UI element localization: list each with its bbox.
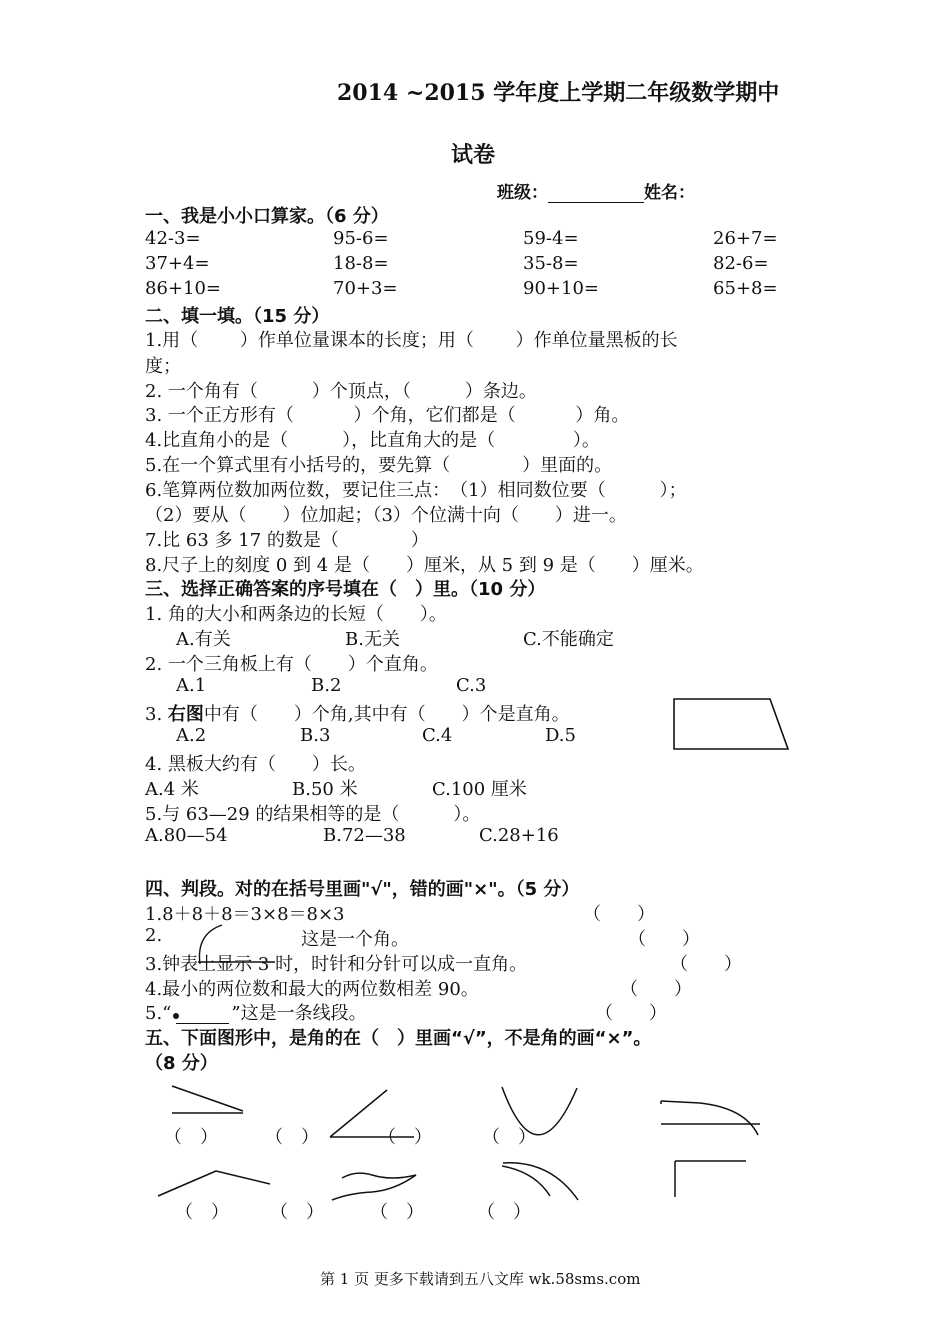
option: A.80—54 xyxy=(145,825,228,846)
calc-item: 86+10= xyxy=(145,278,221,299)
sec3-q2: 2. 一个三角板上有（ ）个直角。 xyxy=(145,654,438,675)
sec2-line: 7.比 63 多 17 的数是（ ） xyxy=(145,530,429,551)
page-footer: 第 1 页 更多下载请到五八文库 wk.58sms.com xyxy=(320,1270,641,1288)
answer-paren[interactable]: （ ） xyxy=(477,1202,531,1223)
sec4-heading: 四、判段。对的在括号里画"√"，错的画"×"。（5 分） xyxy=(145,879,580,900)
judge-paren[interactable]: （ ） xyxy=(620,979,692,1000)
calc-item: 42-3= xyxy=(145,228,201,249)
sec2-line: 3. 一个正方形有（ ）个角，它们都是（ ）角。 xyxy=(145,405,630,426)
sec2-heading: 二、填一填。（15 分） xyxy=(145,306,330,327)
title-line-1: 2014 ~2015 学年度上学期二年级数学期中 xyxy=(337,80,780,106)
answer-paren[interactable]: （ ） xyxy=(265,1127,319,1148)
option: A.有关 xyxy=(176,629,231,650)
class-label: 班级： xyxy=(497,183,548,203)
sec3-q3-prefix: 3. xyxy=(145,704,168,725)
calc-item: 59-4= xyxy=(523,228,579,249)
option: A.4 米 xyxy=(145,779,199,800)
judge-item-5-prefix: 5.“ xyxy=(145,1003,172,1024)
title-line-2: 试卷 xyxy=(451,142,496,168)
sec1-heading: 一、我是小小口算家。（6 分） xyxy=(145,206,389,227)
sec3-q4: 4. 黑板大约有（ ）长。 xyxy=(145,754,366,775)
calc-item: 26+7= xyxy=(713,228,778,249)
option: B.50 米 xyxy=(292,779,358,800)
sec2-line: 度； xyxy=(145,356,181,377)
option: B.无关 xyxy=(345,629,400,650)
judge-item-2-text: 这是一个角。 xyxy=(301,929,409,950)
option: C.28+16 xyxy=(479,825,559,846)
calc-item: 90+10= xyxy=(523,278,599,299)
sec3-q5: 5.与 63—29 的结果相等的是（ ）。 xyxy=(145,804,481,825)
option: C.3 xyxy=(456,675,487,696)
judge-item-1: 1.8＋8＋8＝3×8＝8×3 xyxy=(145,904,345,925)
sec5-heading-2: （8 分） xyxy=(145,1053,218,1074)
judge-paren[interactable]: （ ） xyxy=(628,929,700,950)
option: C.100 厘米 xyxy=(432,779,527,800)
name-label: 姓名： xyxy=(644,183,695,203)
sec5-heading: 五、下面图形中，是角的在（ ）里画“√”，不是角的画“×”。 xyxy=(145,1028,652,1049)
option: C.4 xyxy=(422,725,453,746)
option: C.不能确定 xyxy=(523,629,614,650)
option: B.3 xyxy=(300,725,331,746)
answer-paren[interactable]: （ ） xyxy=(482,1127,536,1148)
option: B.72—38 xyxy=(323,825,406,846)
sec2-line: 5.在一个算式里有小括号的，要先算（ ）里面的。 xyxy=(145,455,613,476)
calc-item: 18-8= xyxy=(333,253,389,274)
judge-item-5-text: ”这是一条线段。 xyxy=(231,1003,367,1024)
answer-paren[interactable]: （ ） xyxy=(164,1127,218,1148)
calc-item: 82-6= xyxy=(713,253,769,274)
judge-paren[interactable]: （ ） xyxy=(595,1003,667,1024)
calc-item: 35-8= xyxy=(523,253,579,274)
sec3-q1: 1. 角的大小和两条边的长短（ ）。 xyxy=(145,604,447,625)
judge-item-2: 2. xyxy=(145,925,163,946)
judge-item-3: 3.钟表上显示 3 时，时针和分针可以成一直角。 xyxy=(145,954,528,975)
sec2-line: 4.比直角小的是（ ），比直角大的是（ ）。 xyxy=(145,430,600,451)
answer-paren[interactable]: （ ） xyxy=(370,1202,424,1223)
sec2-line: （2）要从（ ）位加起；（3）个位满十向（ ）进一。 xyxy=(145,505,627,526)
judge-paren[interactable]: （ ） xyxy=(583,904,655,925)
sec3-heading: 三、选择正确答案的序号填在（ ）里。（10 分） xyxy=(145,579,546,600)
option: B.2 xyxy=(311,675,342,696)
calc-item: 65+8= xyxy=(713,278,778,299)
judge-item-4: 4.最小的两位数和最大的两位数相差 90。 xyxy=(145,979,479,1000)
option: A.1 xyxy=(176,675,207,696)
option: A.2 xyxy=(176,725,207,746)
sec2-line: 6.笔算两位数加两位数，要记住三点： （1）相同数位要（ ）； xyxy=(145,480,687,501)
sec2-line: 2. 一个角有（ ）个顶点，（ ）条边。 xyxy=(145,381,537,402)
calc-item: 70+3= xyxy=(333,278,398,299)
sec3-q3-rest: 中有（ ）个角,其中有（ ）个是直角。 xyxy=(203,704,570,725)
sec3-q3-bold: 右图 xyxy=(167,704,204,725)
calc-item: 95-6= xyxy=(333,228,389,249)
answer-paren[interactable]: （ ） xyxy=(378,1127,432,1148)
answer-paren[interactable]: （ ） xyxy=(175,1202,229,1223)
sec2-line: 1.用（ ）作单位量课本的长度；用（ ）作单位量黑板的长 xyxy=(145,330,678,351)
judge-paren[interactable]: （ ） xyxy=(670,954,742,975)
sec2-line: 8.尺子上的刻度 0 到 4 是（ ）厘米，从 5 到 9 是（ ）厘米。 xyxy=(145,555,704,576)
calc-item: 37+4= xyxy=(145,253,210,274)
answer-paren[interactable]: （ ） xyxy=(270,1202,324,1223)
option: D.5 xyxy=(545,725,576,746)
